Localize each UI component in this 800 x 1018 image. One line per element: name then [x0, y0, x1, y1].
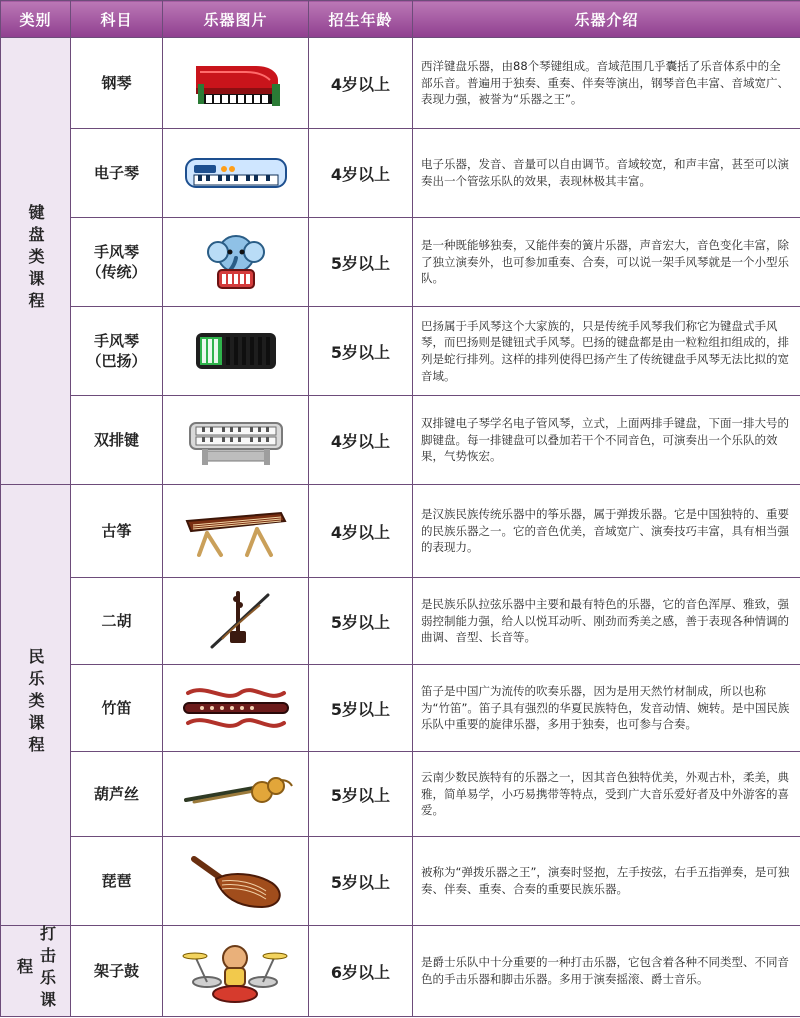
- instrument-image: [163, 485, 309, 578]
- table-row: [1, 485, 800, 578]
- table-body: [1, 38, 800, 1017]
- age-requirement: 5岁以上: [309, 752, 413, 837]
- subject-name: 钢琴: [71, 38, 163, 129]
- elephant-accordion-icon: [190, 230, 282, 294]
- instrument-intro: 双排键电子琴学名电子管风琴，立式，上面两排手键盘，下面一排大号的脚键盘。每一排键盘可以叠加若干个不同音色，可演奏出一个乐队的效果，气势恢宏。: [413, 396, 800, 485]
- age-requirement: 5岁以上: [309, 218, 413, 307]
- instrument-image: [163, 752, 309, 837]
- category-keyboard: 键盘类课程: [1, 38, 71, 485]
- age-requirement: 5岁以上: [309, 578, 413, 665]
- subject-name: 竹笛: [71, 665, 163, 752]
- instrument-intro: 是爵士乐队中十分重要的一种打击乐器，它包含着各种不同类型、不同音色的手击乐器和脚击乐器。多用于演奏摇滚、爵士音乐。: [413, 926, 800, 1017]
- hulusi-icon: [176, 770, 296, 818]
- table-row: [1, 926, 800, 1017]
- age-requirement: 5岁以上: [309, 307, 413, 396]
- instrument-intro: 被称为“弹拨乐器之王”，演奏时竖抱，左手按弦，右手五指弹奏，是可独奏、伴奏、重奏、合奏的重要民族乐器。: [413, 837, 800, 926]
- table-row: [1, 665, 800, 752]
- table-row: [1, 578, 800, 665]
- table-row: [1, 396, 800, 485]
- subject-name: [71, 218, 163, 307]
- subject-name: 双排键: [71, 396, 163, 485]
- subject-name-line1: 手风琴: [71, 331, 162, 351]
- subject-name: 葫芦丝: [71, 752, 163, 837]
- age-requirement: 5岁以上: [309, 837, 413, 926]
- table-row: [1, 752, 800, 837]
- category-folk: 民乐类课程: [1, 485, 71, 926]
- header-age: 招生年龄: [309, 1, 413, 38]
- table-row: [1, 38, 800, 129]
- erhu-icon: [194, 587, 278, 655]
- instrument-intro: 云南少数民族特有的乐器之一，因其音色独特优美，外观古朴，柔美，典雅，简单易学，小巧易携带等特点，受到广大音乐爱好者及中外游客的喜爱。: [413, 752, 800, 837]
- age-requirement: 6岁以上: [309, 926, 413, 1017]
- pipa-icon: [176, 853, 296, 909]
- instrument-image: [163, 837, 309, 926]
- age-requirement: 4岁以上: [309, 485, 413, 578]
- subject-name: 架子鼓: [71, 926, 163, 1017]
- piano-icon: [186, 56, 286, 110]
- instrument-image: [163, 218, 309, 307]
- instrument-intro: 笛子是中国广为流传的吹奏乐器，因为是用天然竹材制成，所以也称为“竹笛”。笛子具有强烈的华夏民族特色，发音动情、婉转。是中国民族乐队中重要的旋律乐器，多用于独奏，也可参与合奏。: [413, 665, 800, 752]
- subject-name: 二胡: [71, 578, 163, 665]
- instrument-image: [163, 129, 309, 218]
- instrument-intro: 是一种既能够独奏，又能伴奏的簧片乐器，声音宏大，音色变化丰富，除了独立演奏外，也可参加重奏、合奏，可以说一架手风琴就是一个小型乐队。: [413, 218, 800, 307]
- age-requirement: 5岁以上: [309, 665, 413, 752]
- header-image: 乐器图片: [163, 1, 309, 38]
- instrument-intro: 巴扬属于手风琴这个大家族的，只是传统手风琴我们称它为键盘式手风琴，而巴扬则是键钮式手风琴。巴扬的键盘都是由一粒粒组扣组成的，排列是蛇行排列。这样的排列使得巴扬产生了传统键盘手风琴无法比拟的宽音域。: [413, 307, 800, 396]
- instrument-intro: 电子乐器，发音、音量可以自由调节。音域较宽，和声丰富，甚至可以演奏出一个管弦乐队的效果，表现林极其丰富。: [413, 129, 800, 218]
- bamboo-flute-icon: [176, 685, 296, 731]
- subject-name: 古筝: [71, 485, 163, 578]
- age-requirement: 4岁以上: [309, 396, 413, 485]
- category-percussion: 打击乐课程: [1, 926, 71, 1017]
- drum-kit-icon: [177, 938, 295, 1004]
- instrument-intro: 是民族乐队拉弦乐器中主要和最有特色的乐器，它的音色浑厚、雅致，强弱控制能力强，给人以悦耳动听、刚劲而秀美之感，善于表现各种情调的曲调、音型、长音等。: [413, 578, 800, 665]
- age-requirement: 4岁以上: [309, 129, 413, 218]
- subject-name-line1: 手风琴: [71, 242, 162, 262]
- header-category: 类别: [1, 1, 71, 38]
- guzheng-icon: [177, 503, 295, 559]
- table-row: [1, 837, 800, 926]
- instrument-intro: 西洋键盘乐器，由88个琴键组成。音域范围几乎囊括了乐音体系中的全部乐音。普遍用于独奏、重奏、伴奏等演出，钢琴音色丰富、音域宽广、表现力强，被誉为“乐器之王”。: [413, 38, 800, 129]
- subject-name-line2: （巴扬）: [71, 351, 162, 371]
- table-header: [1, 1, 800, 38]
- accordion-icon: [182, 323, 290, 379]
- table-row: [1, 218, 800, 307]
- subject-name: 电子琴: [71, 129, 163, 218]
- instrument-image: [163, 665, 309, 752]
- header-intro: 乐器介绍: [413, 1, 800, 38]
- table-row: [1, 307, 800, 396]
- instrument-image: [163, 578, 309, 665]
- instrument-image: [163, 38, 309, 129]
- instrument-intro: 是汉族民族传统乐器中的筝乐器，属于弹拨乐器。它是中国独特的、重要的民族乐器之一。它的音色优美，音域宽广、演奏技巧丰富，具有相当强的表现力。: [413, 485, 800, 578]
- electronic-keyboard-icon: [180, 151, 292, 195]
- instrument-image: [163, 307, 309, 396]
- subject-name: [71, 307, 163, 396]
- double-keyboard-icon: [180, 413, 292, 467]
- subject-name-line2: （传统）: [71, 262, 162, 282]
- instrument-image: [163, 396, 309, 485]
- header-subject: 科目: [71, 1, 163, 38]
- instrument-image: [163, 926, 309, 1017]
- table-row: [1, 129, 800, 218]
- age-requirement: 4岁以上: [309, 38, 413, 129]
- subject-name: 琵琶: [71, 837, 163, 926]
